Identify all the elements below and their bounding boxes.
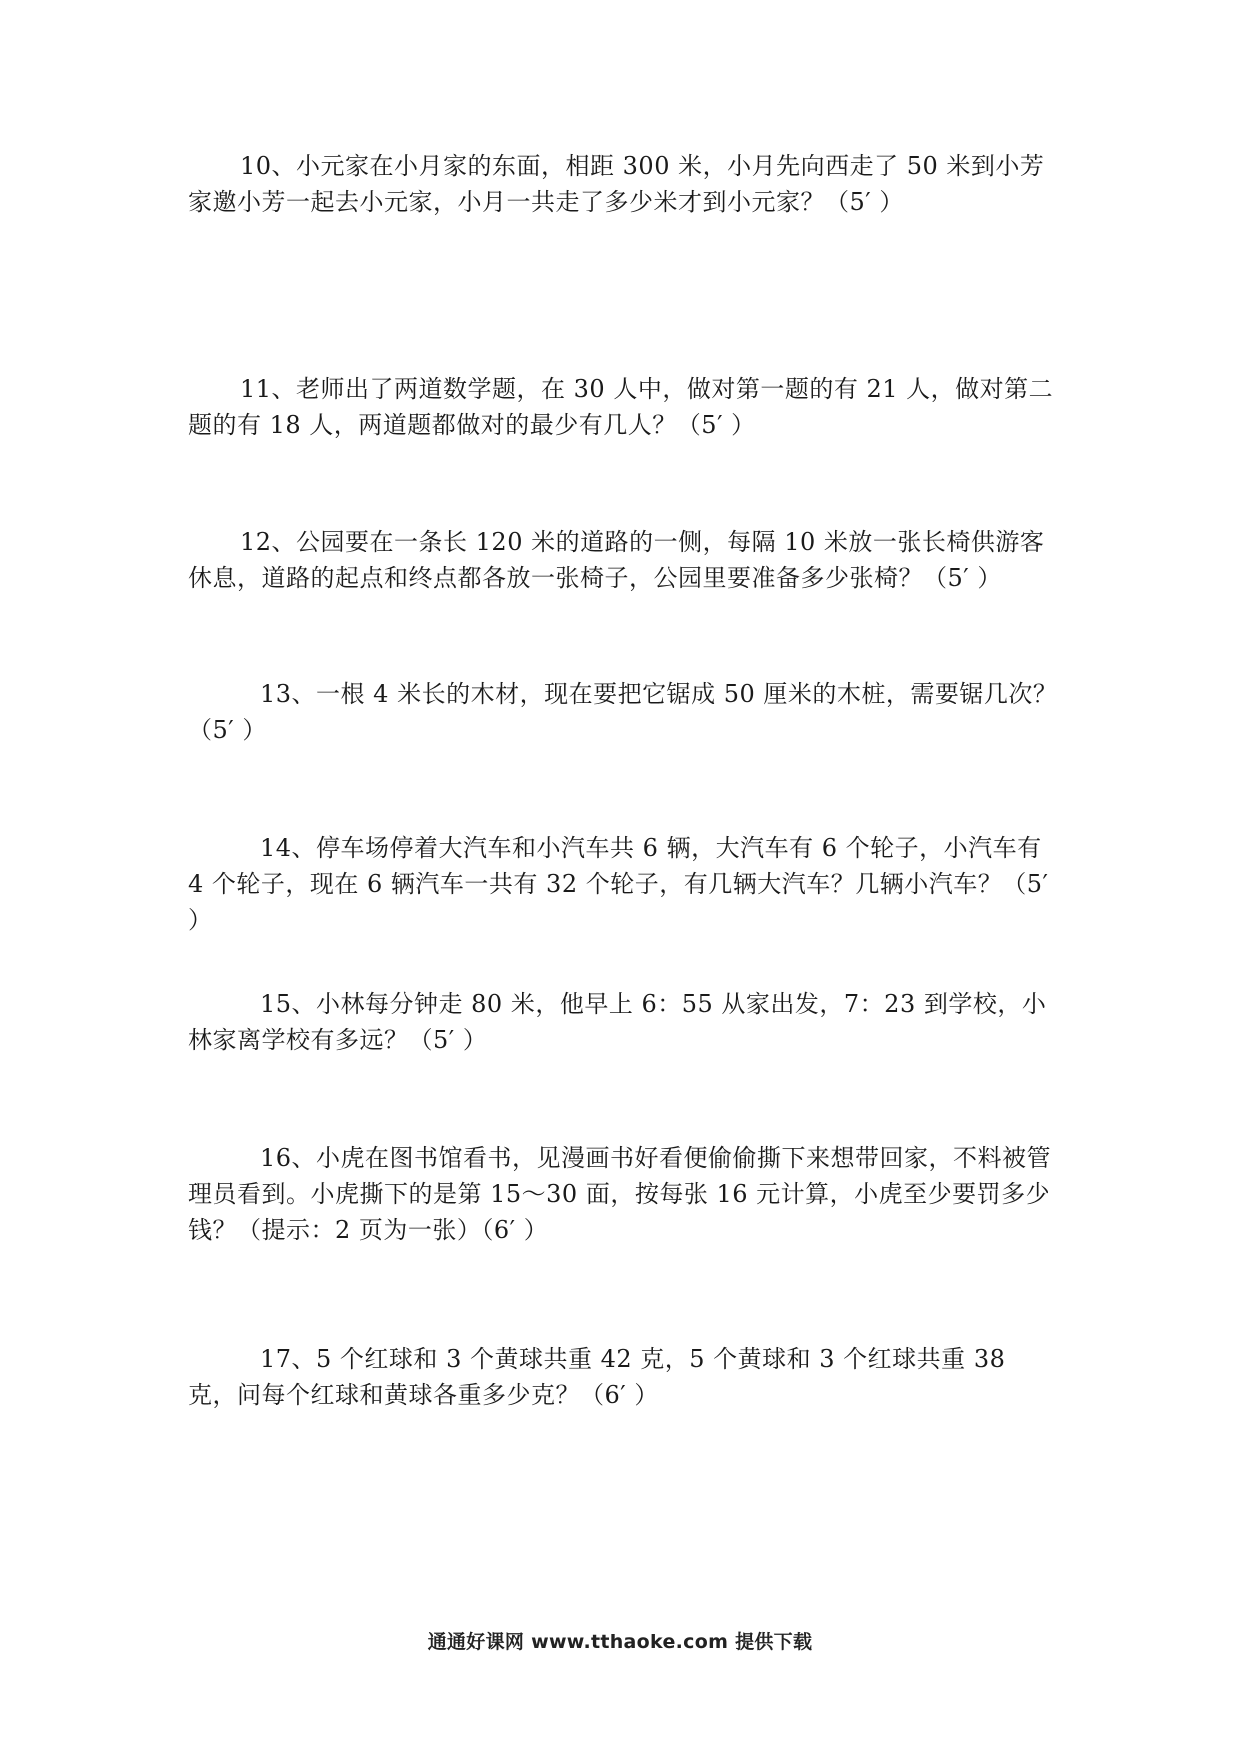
problem-16: [188, 1140, 1058, 1248]
problem-11: [188, 371, 1058, 443]
problem-15: [188, 986, 1058, 1058]
problem-text: 13、一根 4 米长的木材，现在要把它锯成 50 厘米的木桩，需要锯几次？（5′ ）: [188, 680, 1058, 744]
problem-text: 15、小林每分钟走 80 米，他早上 6：55 从家出发，7：23 到学校，小林家离学校有多远？（5′ ）: [188, 990, 1047, 1054]
problem-14: [188, 830, 1058, 938]
problem-13: [188, 676, 1058, 748]
problem-text: 16、小虎在图书馆看书，见漫画书好看便偷偷撕下来想带回家，不料被管理员看到。小虎撕下的是第 15～30 面，按每张 16 元计算，小虎至少要罚多少钱？（提示：2 页为一张）（6′ ）: [188, 1144, 1052, 1244]
problem-text: 11、老师出了两道数学题，在 30 人中，做对第一题的有 21 人，做对第二题的有 18 人，两道题都做对的最少有几人？（5′ ）: [188, 375, 1054, 439]
page-footer: 通通好课网 www.tthaoke.com 提供下载: [427, 1631, 813, 1653]
problem-text: 14、停车场停着大汽车和小汽车共 6 辆，大汽车有 6 个轮子，小汽车有 4 个轮子，现在 6 辆汽车一共有 32 个轮子，有几辆大汽车？几辆小汽车？（5′ ）: [188, 834, 1049, 934]
problem-text: 10、小元家在小月家的东面，相距 300 米，小月先向西走了 50 米到小芳家邀小芳一起去小元家，小月一共走了多少米才到小元家？（5′ ）: [188, 152, 1045, 216]
problem-17: [188, 1341, 1058, 1413]
problem-10: [188, 148, 1058, 220]
problem-text: 17、5 个红球和 3 个黄球共重 42 克，5 个黄球和 3 个红球共重 38 克，问每个红球和黄球各重多少克？（6′ ）: [188, 1345, 1006, 1409]
problem-12: [188, 524, 1058, 596]
problem-text: 12、公园要在一条长 120 米的道路的一侧，每隔 10 米放一张长椅供游客休息，道路的起点和终点都各放一张椅子，公园里要准备多少张椅？（5′ ）: [188, 528, 1045, 592]
